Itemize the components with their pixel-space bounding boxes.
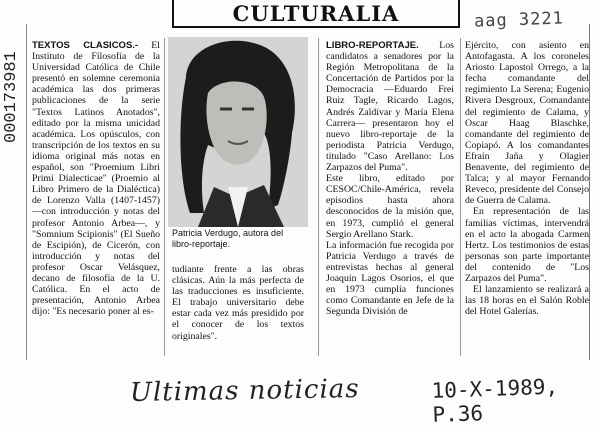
archive-reference: aag 3221 bbox=[473, 8, 565, 32]
article-textos-clasicos-col2 bbox=[172, 264, 304, 342]
section-banner bbox=[172, 0, 460, 28]
column-rule bbox=[460, 38, 461, 356]
article-body-continued: tudiante frente a las obras clásicas. Aún la más perfecta de las traducciones es insuficiente. El trabajo universitario debe estar cada vez más presidido por el conocer de los textos originales". bbox=[172, 264, 304, 342]
article-body: Los candidatos a senadores por la Región Metropolitana de la Concertación de Partidos por la Democracia —Eduardo Frei Ruiz Tagle, Ricardo Lagos, Andrés Zaldívar y María Elena Carrera— presentaron hoy el nuevo libro-reportaje de la periodista Patricia Verdugo, titulado "Caso Arellano: Los Zarpazos del Puma". bbox=[326, 40, 454, 174]
article-libro-reportaje-col3 bbox=[326, 40, 454, 317]
section-title: CULTURALIA bbox=[232, 0, 400, 26]
article-paragraph: Ejército, con asiento en Antofagasta. A los coroneles Ariosto Lapostol Orrego, a la fecha comandante del regimiento La Serena; Eugenio Rivera Desgroux, Comandante del regimiento de Calama, y Oscar Haag Blaschke, comandante del regimiento de Copiapó. A los comandantes Efraín Jaña y Olagier Benavente, del regimiento de Talca; y al mayor Fernando Reveco, presidente del Consejo de Guerra de Calama. bbox=[465, 40, 589, 207]
column-rule bbox=[164, 38, 165, 356]
article-paragraph: La información fue recogida por Patricia Verdugo a través de entrevistas hechas al general Joaquín Lagos Osorios, el que en 1973 cumplía funciones como Comandante en Jefe de la Segunda División de bbox=[326, 239, 454, 318]
article-kicker: LIBRO-REPORTAJE. bbox=[326, 40, 419, 51]
article-paragraph: En representación de las familias víctimas, intervendrá en el acto la abogada Carmen Hertz. Los testimonios de estas personas son parte importante del contenido de "Los Zarpazos del Puma". bbox=[465, 206, 589, 284]
handwritten-source: Ultimas noticias bbox=[129, 373, 360, 409]
article-paragraph: El lanzamiento se realizará a las 18 horas en el Salón Roble del Hotel Galerías. bbox=[465, 284, 589, 318]
article-body: El Instituto de Filosofía de la Universidad Católica de Chile presentó en solemne ceremonia académica las dos primeras publicaciones de la serie "Textos Latinos Anotados", editado por la misma unicidad académica. Los opúsculos, con transcripción de los textos en su idioma original más notas en español, son "Proemium Libri Primi Dialecticae" (Proemio al Libro Primero de la Dialéctica) de Lorenzo Valla (1407-1457) —con introducción y notas del profesor Antonio Arbea—, y "Somnium Scipionis" (El Sueño de Escipión), de Cicerón, con introducción y notas del profesor Oscar Velásquez, decano de filosofía de la U. Católica. En el acto de presentación, Antonio Arbea dijo: "Es necesario poner al es- bbox=[32, 40, 160, 318]
author-photo bbox=[168, 37, 308, 227]
article-paragraph: Este libro, editado por CESOC/Chile-América, revela episodios hasta ahora desconocidos de la misión que, en 1973, cumplió el general Sergio Arellano Stark. bbox=[326, 173, 454, 240]
article-textos-clasicos-col1 bbox=[32, 40, 160, 317]
article-libro-reportaje-col4 bbox=[465, 40, 589, 317]
archive-side-id: 000173981 bbox=[2, 51, 21, 143]
column-rule bbox=[318, 38, 319, 356]
photo-caption: Patricia Verdugo, autora del libro-reportaje. bbox=[172, 228, 284, 249]
handwritten-date-page: 10-X-1989, P.36 bbox=[431, 374, 559, 427]
portrait-image bbox=[168, 37, 308, 227]
article-kicker: TEXTOS CLASICOS.- bbox=[32, 40, 139, 51]
